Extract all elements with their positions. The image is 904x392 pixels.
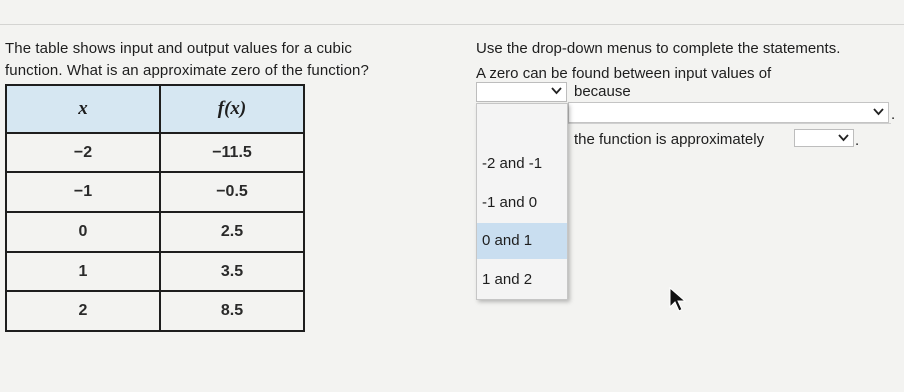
- question-line-2: function. What is an approximate zero of the function?: [5, 62, 369, 79]
- cell-x: −2: [6, 133, 160, 173]
- question-line-1: The table shows input and output values for a cubic: [5, 40, 352, 57]
- statement-2: the function is approximately: [574, 131, 765, 148]
- cell-fx: −0.5: [160, 172, 304, 212]
- menu-option-highlighted[interactable]: 0 and 1: [477, 223, 567, 259]
- statement-1: A zero can be found between input values of: [476, 65, 772, 82]
- because-label: because: [574, 83, 631, 100]
- table-header-row: [6, 85, 304, 133]
- chevron-down-icon: [838, 132, 849, 146]
- header-fx: f(x): [160, 85, 304, 133]
- header-x: x: [6, 85, 160, 133]
- instructions: Use the drop-down menus to complete the statements.: [476, 40, 841, 57]
- cell-fx: 3.5: [160, 252, 304, 292]
- menu-option[interactable]: 1 and 2: [482, 271, 533, 288]
- dropdown-approx-value[interactable]: [794, 129, 854, 147]
- cell-fx: −11.5: [160, 133, 304, 173]
- dropdown-reason[interactable]: [568, 102, 889, 123]
- question-text: [5, 38, 445, 82]
- table-row: [6, 252, 304, 292]
- dropdown-input-values[interactable]: [476, 82, 567, 102]
- dropdown-menu: [476, 103, 568, 300]
- menu-option[interactable]: -1 and 0: [482, 194, 538, 211]
- cell-fx: 2.5: [160, 212, 304, 252]
- mouse-pointer-icon: [669, 287, 689, 313]
- table-row: [6, 212, 304, 252]
- cell-x: 2: [6, 291, 160, 331]
- table-row: [6, 172, 304, 212]
- cell-x: −1: [6, 172, 160, 212]
- menu-option[interactable]: -2 and -1: [482, 155, 543, 172]
- table-row: [6, 133, 304, 173]
- values-table: [5, 84, 305, 332]
- cell-x: 1: [6, 252, 160, 292]
- cell-x: 0: [6, 212, 160, 252]
- chevron-down-icon: [873, 106, 884, 120]
- table-row: [6, 291, 304, 331]
- chevron-down-icon: [551, 85, 562, 99]
- period-2: .: [855, 132, 860, 149]
- cell-fx: 8.5: [160, 291, 304, 331]
- top-divider: [0, 24, 904, 25]
- period-1: .: [891, 106, 896, 123]
